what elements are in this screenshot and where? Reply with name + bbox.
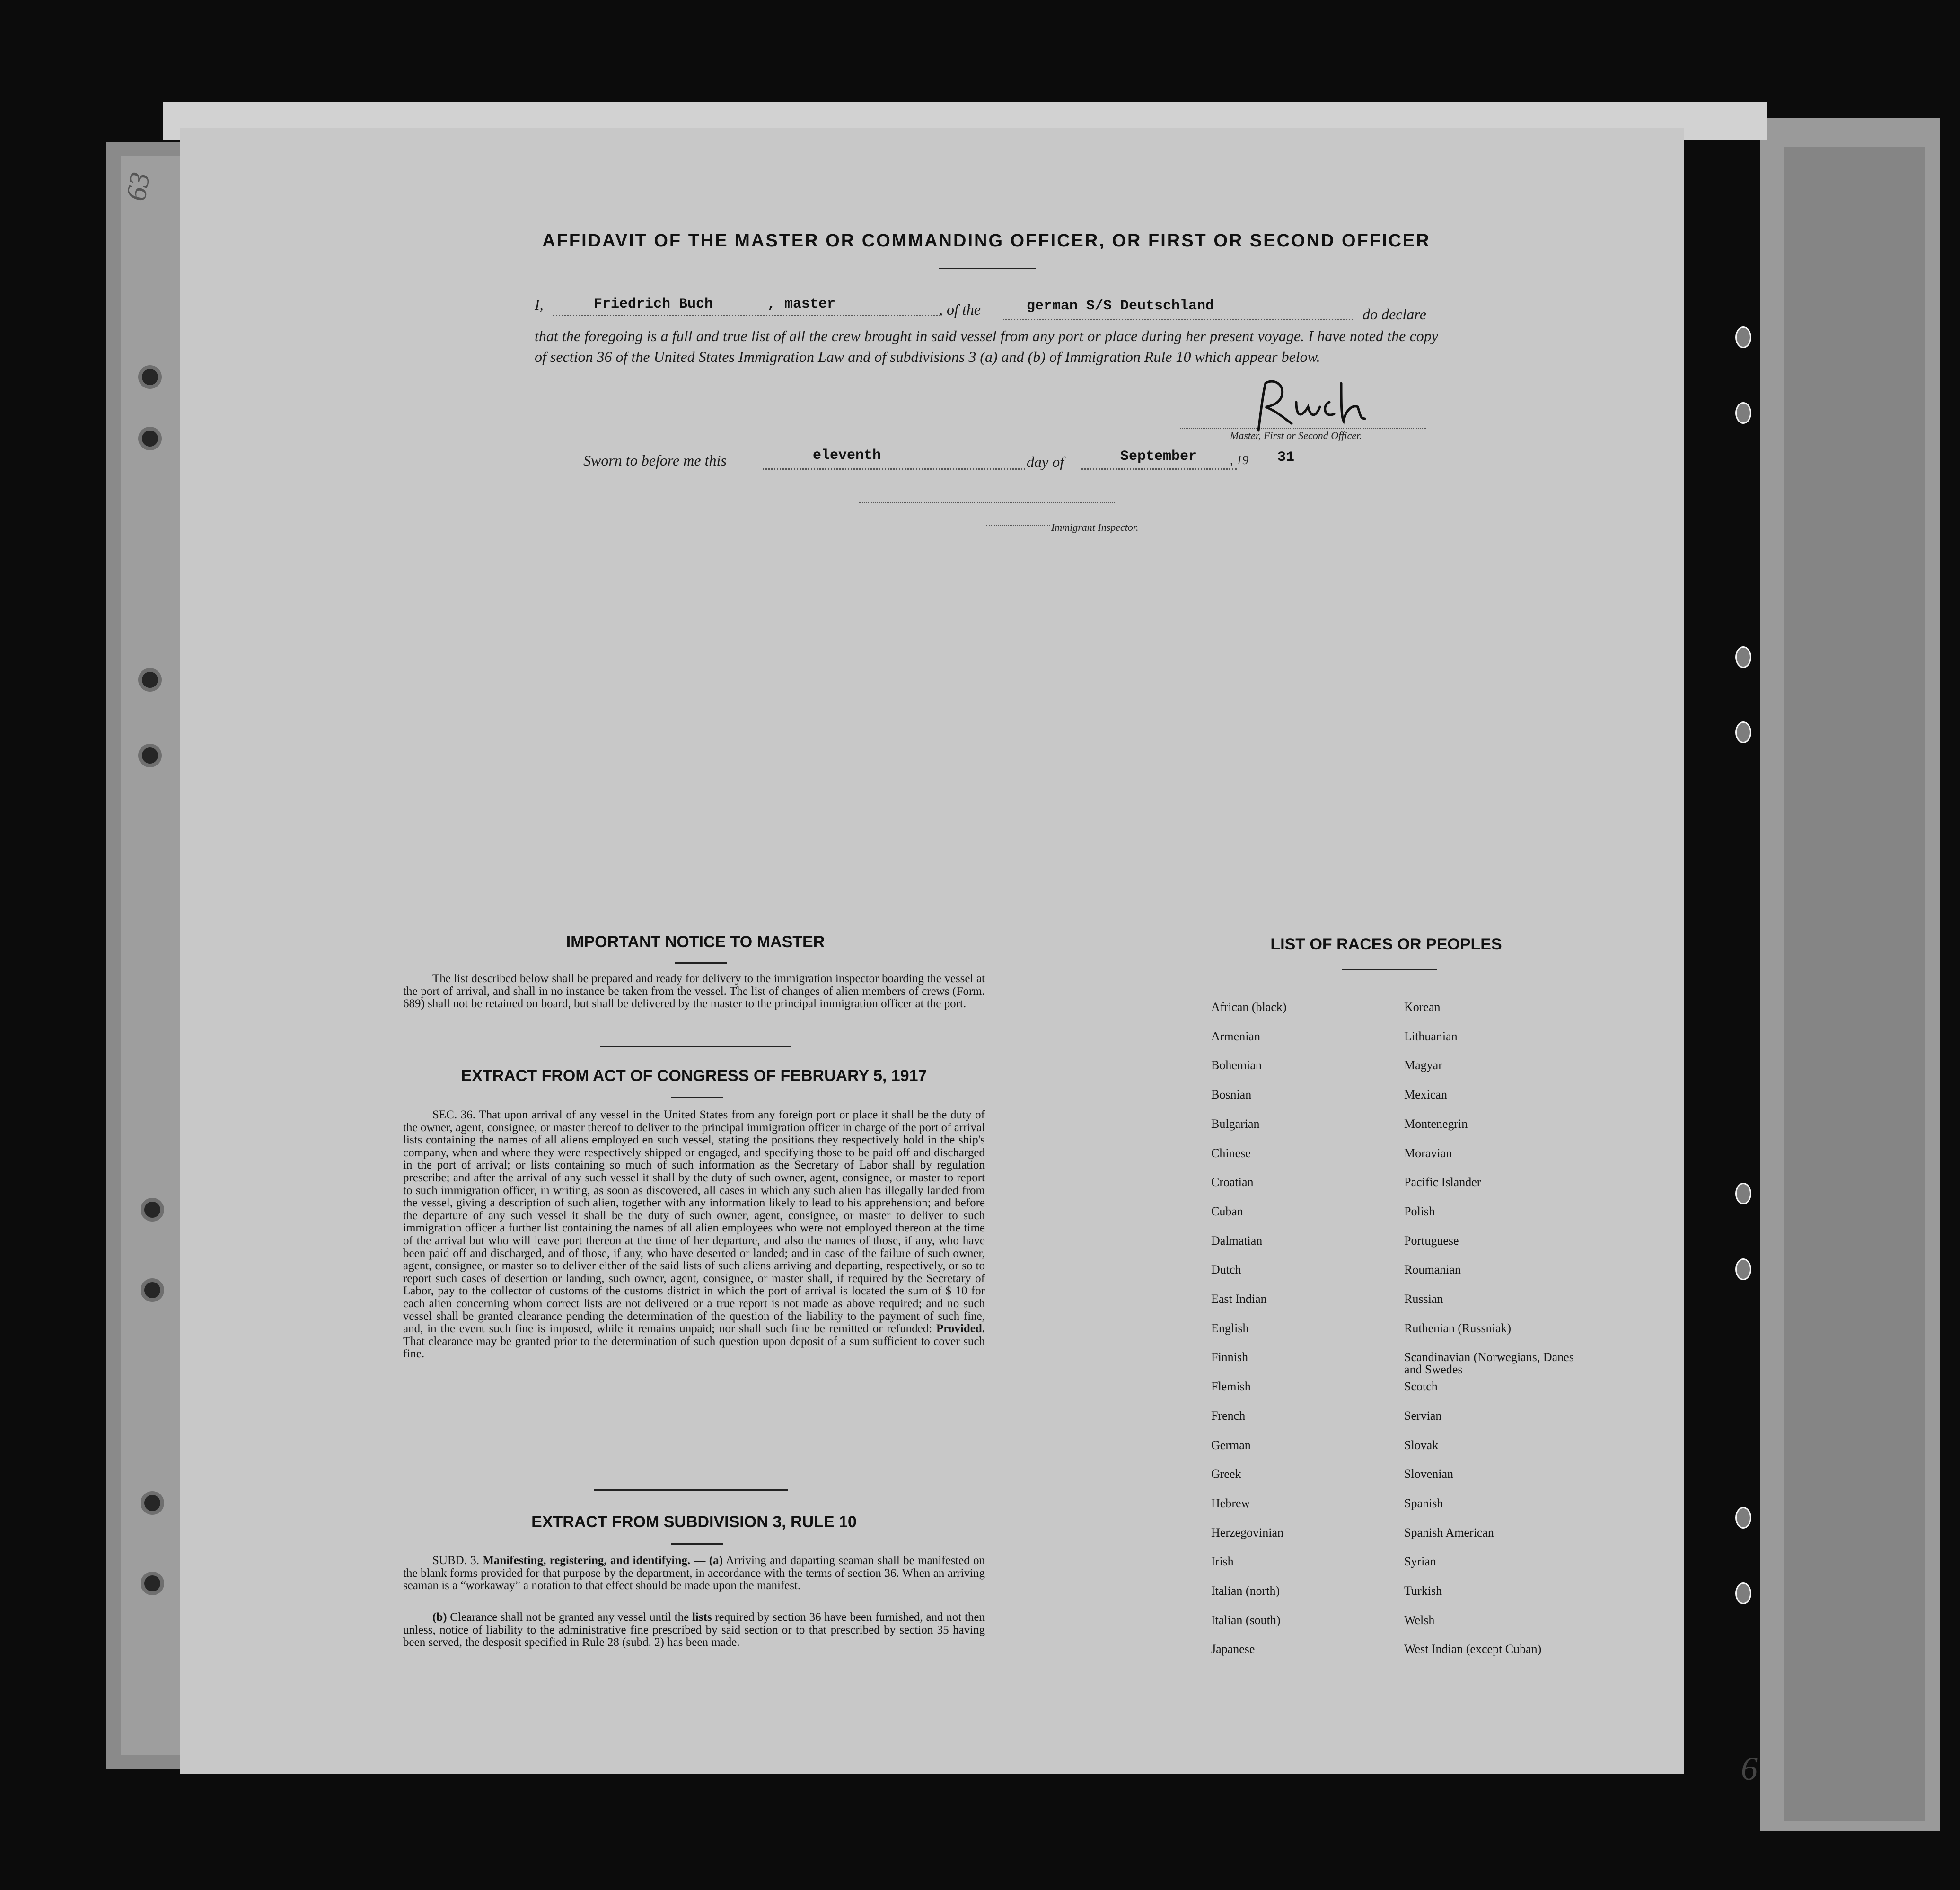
margin-number-top: 63 (120, 170, 156, 203)
race-item: African (black) (1211, 1000, 1287, 1014)
bleed-through-mark (473, 222, 482, 246)
race-item: Spanish (1404, 1496, 1443, 1510)
race-item: Mexican (1404, 1088, 1447, 1101)
binding-hole (142, 369, 158, 385)
name-line (553, 315, 940, 316)
race-item: Polish (1404, 1204, 1435, 1218)
race-item: Magyar (1404, 1058, 1442, 1072)
binding-hole (144, 1575, 160, 1591)
race-item: Welsh (1404, 1613, 1435, 1627)
race-item: Croatian (1211, 1175, 1254, 1189)
inspector-caption-line (986, 525, 1050, 526)
month-line (1081, 468, 1237, 470)
rule-a-prefix: SUBD. 3. (432, 1554, 479, 1567)
race-item: Japanese (1211, 1642, 1255, 1656)
day-of-label: day of (1027, 453, 1064, 470)
punch-hole (1735, 646, 1751, 668)
rule-b-text2: required by section 36 have been furnished, and not then unless, notice of liability to the administrative fine prescribed by said section or to that prescribed by section 35 having been served, the desposit specified in Rule 28 (subd. 2) has been made. (403, 1611, 985, 1649)
act-provided: Provided. (936, 1322, 985, 1336)
act-rule (671, 1097, 723, 1098)
of-the-label: , of the (939, 301, 981, 318)
race-item: Korean (1404, 1000, 1441, 1014)
notice-title: IMPORTANT NOTICE TO MASTER (566, 933, 825, 951)
inspector-signature-line (859, 502, 1116, 503)
punch-hole (1735, 1582, 1751, 1604)
rule-a-bold: Manifesting, registering, and identifying. — (a) (483, 1554, 723, 1567)
rule-b-text1: Clearance shall not be granted any vessel until the (450, 1611, 689, 1624)
races-rule (1342, 969, 1437, 970)
race-item: Servian (1404, 1409, 1442, 1423)
race-item: Chinese (1211, 1146, 1251, 1160)
vessel-name: german S/S Deutschland (1027, 298, 1214, 314)
do-declare-label: do declare (1362, 306, 1426, 323)
day-line (763, 468, 1025, 470)
title-rule (939, 268, 1036, 269)
race-item: Moravian (1404, 1146, 1452, 1160)
year-prefix: , 19 (1230, 453, 1248, 467)
punch-hole (1735, 721, 1751, 743)
race-item: English (1211, 1321, 1249, 1335)
margin-number-bottom: 6 (1741, 1751, 1758, 1787)
affidavit-title: AFFIDAVIT OF THE MASTER OR COMMANDING OFFICER, OR FIRST OR SECOND OFFICER (542, 231, 1431, 251)
race-item: Pacific Islander (1404, 1175, 1481, 1189)
sworn-year: 31 (1277, 449, 1295, 466)
notice-divider (600, 1046, 791, 1047)
binding-hole (142, 672, 158, 688)
race-item: Hebrew (1211, 1496, 1250, 1510)
rule-rule (671, 1543, 723, 1545)
punch-hole (1735, 326, 1751, 348)
race-item: Scandinavian (Norwegians, Danes and Swedes (1404, 1350, 1574, 1376)
punch-hole (1735, 402, 1751, 424)
act-title: EXTRACT FROM ACT OF CONGRESS OF FEBRUARY 5, 1917 (461, 1067, 927, 1085)
race-item: Montenegrin (1404, 1117, 1468, 1131)
race-item: Bosnian (1211, 1088, 1252, 1101)
race-item: Scotch (1404, 1380, 1438, 1393)
act-text: SEC. 36. That upon arrival of any vessel in the United States from any foreign port or place it shall be the duty of the owner, agent, consignee, or master thereof to deliver to the principal immigration officer in charge of the port of arrival lists containing the names of all aliens employed en such vessel, stating the positions they respectively hold in the ship's company, when and where they were respectively shipped or engaged, and specifying those to be paid off and discharged in the port of arrival; or lists containing so much of such information as the Secretary of Labor shall by regulation prescribe; and after the arrival of any such vessel it shall by the duty of such owner, agent, consignee, or master to report to such immigration officer, in writing, as soon as discovered, all cases in which any such alien has illegally landed from the vessel, giving a description of such alien, together with any information likely to lead to his apprehension; and before the departure of any such vessel it shall be the duty of such owner, agent, consignee, or master to deliver to such immigration officer a further list containing the names of all alien employees who were not employed thereon at the time of the arrival but who will leave port thereon at the time of her departure, and also the names of those, if any, who have been paid off and discharged, and of those, if any, who have deserted or landed; and in case of the failure of such owner, agent, consignee, or master so to deliver either of the said lists of such aliens arriving and departing, respectively, or so to report such cases of desertion or landing, such owner, agent, consignee, or master shall, if required by the Secretary of Labor, pay to the collector of customs of the customs district in which the port of arrival is located the sum of $ 10 for each alien concerning whom correct lists are not delivered or a true report is not made as above required; and no such vessel shall be granted clearance pending the determination of the question of the liability to the payment of such fine, and, in the event such fine is imposed, while it remains unpaid; nor shall such fine be remitted or refunded: (403, 1108, 985, 1336)
act-divider (594, 1489, 788, 1491)
master-name: Friedrich Buch (594, 296, 713, 312)
punch-hole (1735, 1183, 1751, 1204)
inspector-caption: Immigrant Inspector. (1051, 521, 1139, 533)
race-item: West Indian (except Cuban) (1404, 1642, 1542, 1656)
race-item: Armenian (1211, 1029, 1260, 1043)
binding-hole (144, 1495, 160, 1511)
race-item: German (1211, 1438, 1251, 1452)
race-item: Russian (1404, 1292, 1443, 1306)
sworn-month: September (1120, 448, 1197, 465)
rule-b-lists: lists (692, 1611, 712, 1624)
notice-rule (675, 962, 727, 964)
race-item: Spanish American (1404, 1526, 1494, 1539)
race-item: Finnish (1211, 1350, 1248, 1364)
race-item: Bohemian (1211, 1058, 1262, 1072)
binding-hole (142, 431, 158, 447)
notice-text: The list described below shall be prepared and ready for delivery to the immigration inspector boarding the vessel at the port of arrival, and shall in no instance be taken from the vessel. The list of changes of alien members of crews (Form. 689) shall not be retained on board, but shall be delivered by the master to the principal immigration officer at the port. (403, 972, 985, 1011)
race-item: Ruthenian (Russniak) (1404, 1321, 1512, 1335)
sworn-label: Sworn to before me this (583, 452, 727, 469)
i-label: I, (535, 296, 544, 313)
race-item: French (1211, 1409, 1246, 1423)
rule-title: EXTRACT FROM SUBDIVISION 3, RULE 10 (531, 1513, 857, 1531)
race-item: Slovak (1404, 1438, 1439, 1452)
rule-subd-a (403, 1555, 985, 1592)
punch-hole (1735, 1507, 1751, 1529)
vessel-line (1003, 319, 1353, 320)
punch-hole (1735, 1258, 1751, 1280)
act-text-after: That clearance may be granted prior to the determination of such question upon deposit of a sum sufficient to cover such fine. (403, 1335, 985, 1361)
rule-a-text: Arriving and daparting seaman shall be manifested on the blank forms provided for that purpose by the department, in accordance with the terms of section 36. When an arriving seaman is a “workaway” a notation to that effect should be made upon the manifest. (403, 1554, 985, 1592)
underlying-page-right-inner (1784, 147, 1925, 1821)
race-item: Bulgarian (1211, 1117, 1260, 1131)
race-item: Roumanian (1404, 1263, 1461, 1276)
race-item: Slovenian (1404, 1467, 1453, 1481)
rule-subd-b (403, 1611, 985, 1649)
underlying-page-left-inner (121, 156, 187, 1755)
act-section-36 (403, 1109, 985, 1361)
race-item: Turkish (1404, 1584, 1442, 1598)
binding-hole (142, 747, 158, 764)
race-item: Flemish (1211, 1380, 1251, 1393)
rule-b-bold: (b) (432, 1611, 447, 1624)
race-item: Italian (north) (1211, 1584, 1280, 1598)
race-item: Italian (south) (1211, 1613, 1281, 1627)
races-title: LIST OF RACES OR PEOPLES (1270, 935, 1502, 953)
race-item: Greek (1211, 1467, 1241, 1481)
race-item: Cuban (1211, 1204, 1243, 1218)
race-item: Lithuanian (1404, 1029, 1458, 1043)
affidavit-statement: that the foregoing is a full and true list of all the crew brought in said vessel from any port or place during her present voyage. I have noted the copy of section 36 of the United States Immigration Law and of subdivisions 3 (a) and (b) of Immigration Rule 10 which appear below. (535, 327, 1438, 365)
race-item: East Indian (1211, 1292, 1267, 1306)
binding-hole (144, 1282, 160, 1298)
signature-caption: Master, First or Second Officer. (1230, 430, 1362, 441)
race-item: Herzegovinian (1211, 1526, 1284, 1539)
race-item: Dalmatian (1211, 1234, 1263, 1248)
race-item: Portuguese (1404, 1234, 1459, 1248)
race-item: Dutch (1211, 1263, 1241, 1276)
binding-hole (144, 1202, 160, 1218)
master-rank: , master (767, 296, 836, 312)
race-item: Irish (1211, 1555, 1234, 1568)
race-item: Syrian (1404, 1555, 1436, 1568)
sworn-day: eleventh (813, 448, 881, 464)
